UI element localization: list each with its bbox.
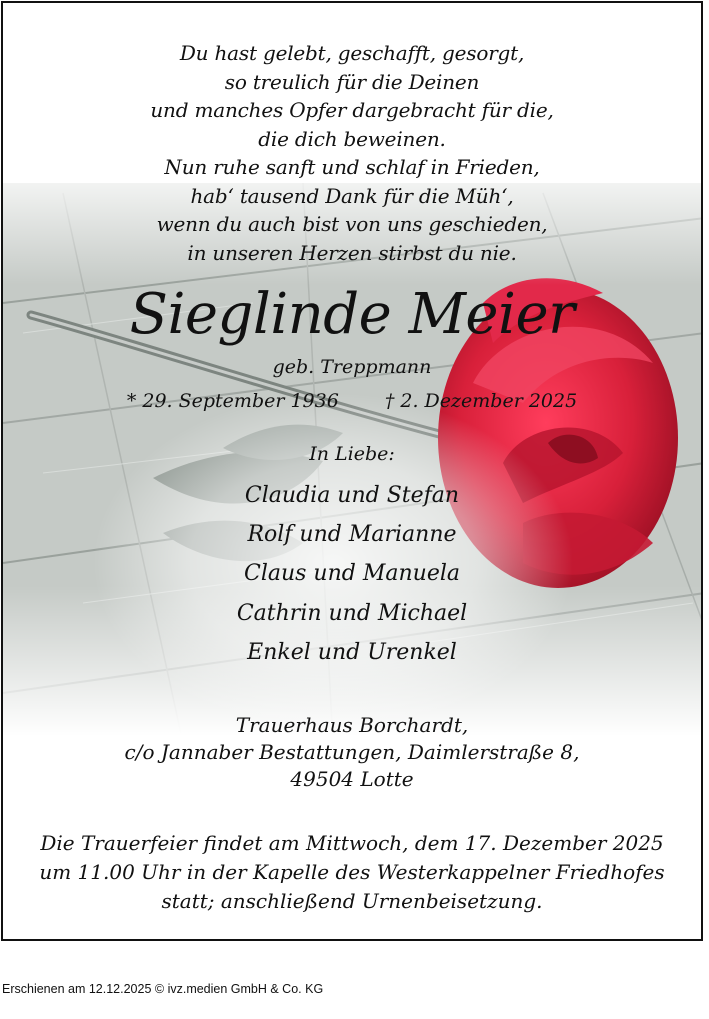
poem-line: hab‘ tausend Dank für die Müh‘, xyxy=(190,183,514,208)
funeral-ceremony-info xyxy=(3,829,701,916)
mourners-list xyxy=(3,476,701,672)
mourner-name: Claus und Manuela xyxy=(243,561,460,587)
birth-date: * 29. September 1936 xyxy=(126,390,339,412)
poem-line: die dich beweinen. xyxy=(258,126,446,151)
poem-line: Du hast gelebt, geschafft, gesorgt, xyxy=(179,41,525,65)
mourner-name: Rolf und Marianne xyxy=(247,522,457,548)
ceremony-line: statt; anschließend Urnenbeisetzung. xyxy=(161,889,543,913)
publication-footer: Erschienen am 12.12.2025 © ivz.medien GmbH & Co. KG xyxy=(2,982,324,996)
poem-line: Nun ruhe sanft und schlaf in Frieden, xyxy=(164,155,540,179)
address-line: c/o Jannaber Bestattungen, Daimlerstraße 8, xyxy=(124,740,580,764)
mourners-intro: In Liebe: xyxy=(309,443,395,465)
mourner-name: Cathrin und Michael xyxy=(236,600,468,626)
memorial-poem xyxy=(3,39,701,267)
address-line: Trauerhaus Borchardt, xyxy=(235,713,469,737)
mourner-name: Claudia und Stefan xyxy=(244,483,460,508)
life-dates xyxy=(3,389,701,413)
address-line: 49504 Lotte xyxy=(290,767,414,791)
mourner-name: Enkel und Urenkel xyxy=(247,639,457,665)
ceremony-line: um 11.00 Uhr in der Kapelle des Westerkappelner Friedhofes xyxy=(39,860,665,884)
mourning-house-address xyxy=(3,712,701,793)
poem-line: und manches Opfer dargebracht für die, xyxy=(150,98,554,122)
poem-line: wenn du auch bist von uns geschieden, xyxy=(156,212,548,236)
death-date: † 2. Dezember 2025 xyxy=(384,390,578,412)
deceased-name: Sieglinde Meier xyxy=(129,282,575,347)
obituary-frame xyxy=(1,1,703,941)
poem-line: in unseren Herzen stirbst du nie. xyxy=(187,240,517,265)
birth-name: geb. Treppmann xyxy=(272,356,432,378)
ceremony-line: Die Trauerfeier findet am Mittwoch, dem 17. Dezember 2025 xyxy=(40,831,664,855)
poem-line: so treulich für die Deinen xyxy=(224,69,480,94)
